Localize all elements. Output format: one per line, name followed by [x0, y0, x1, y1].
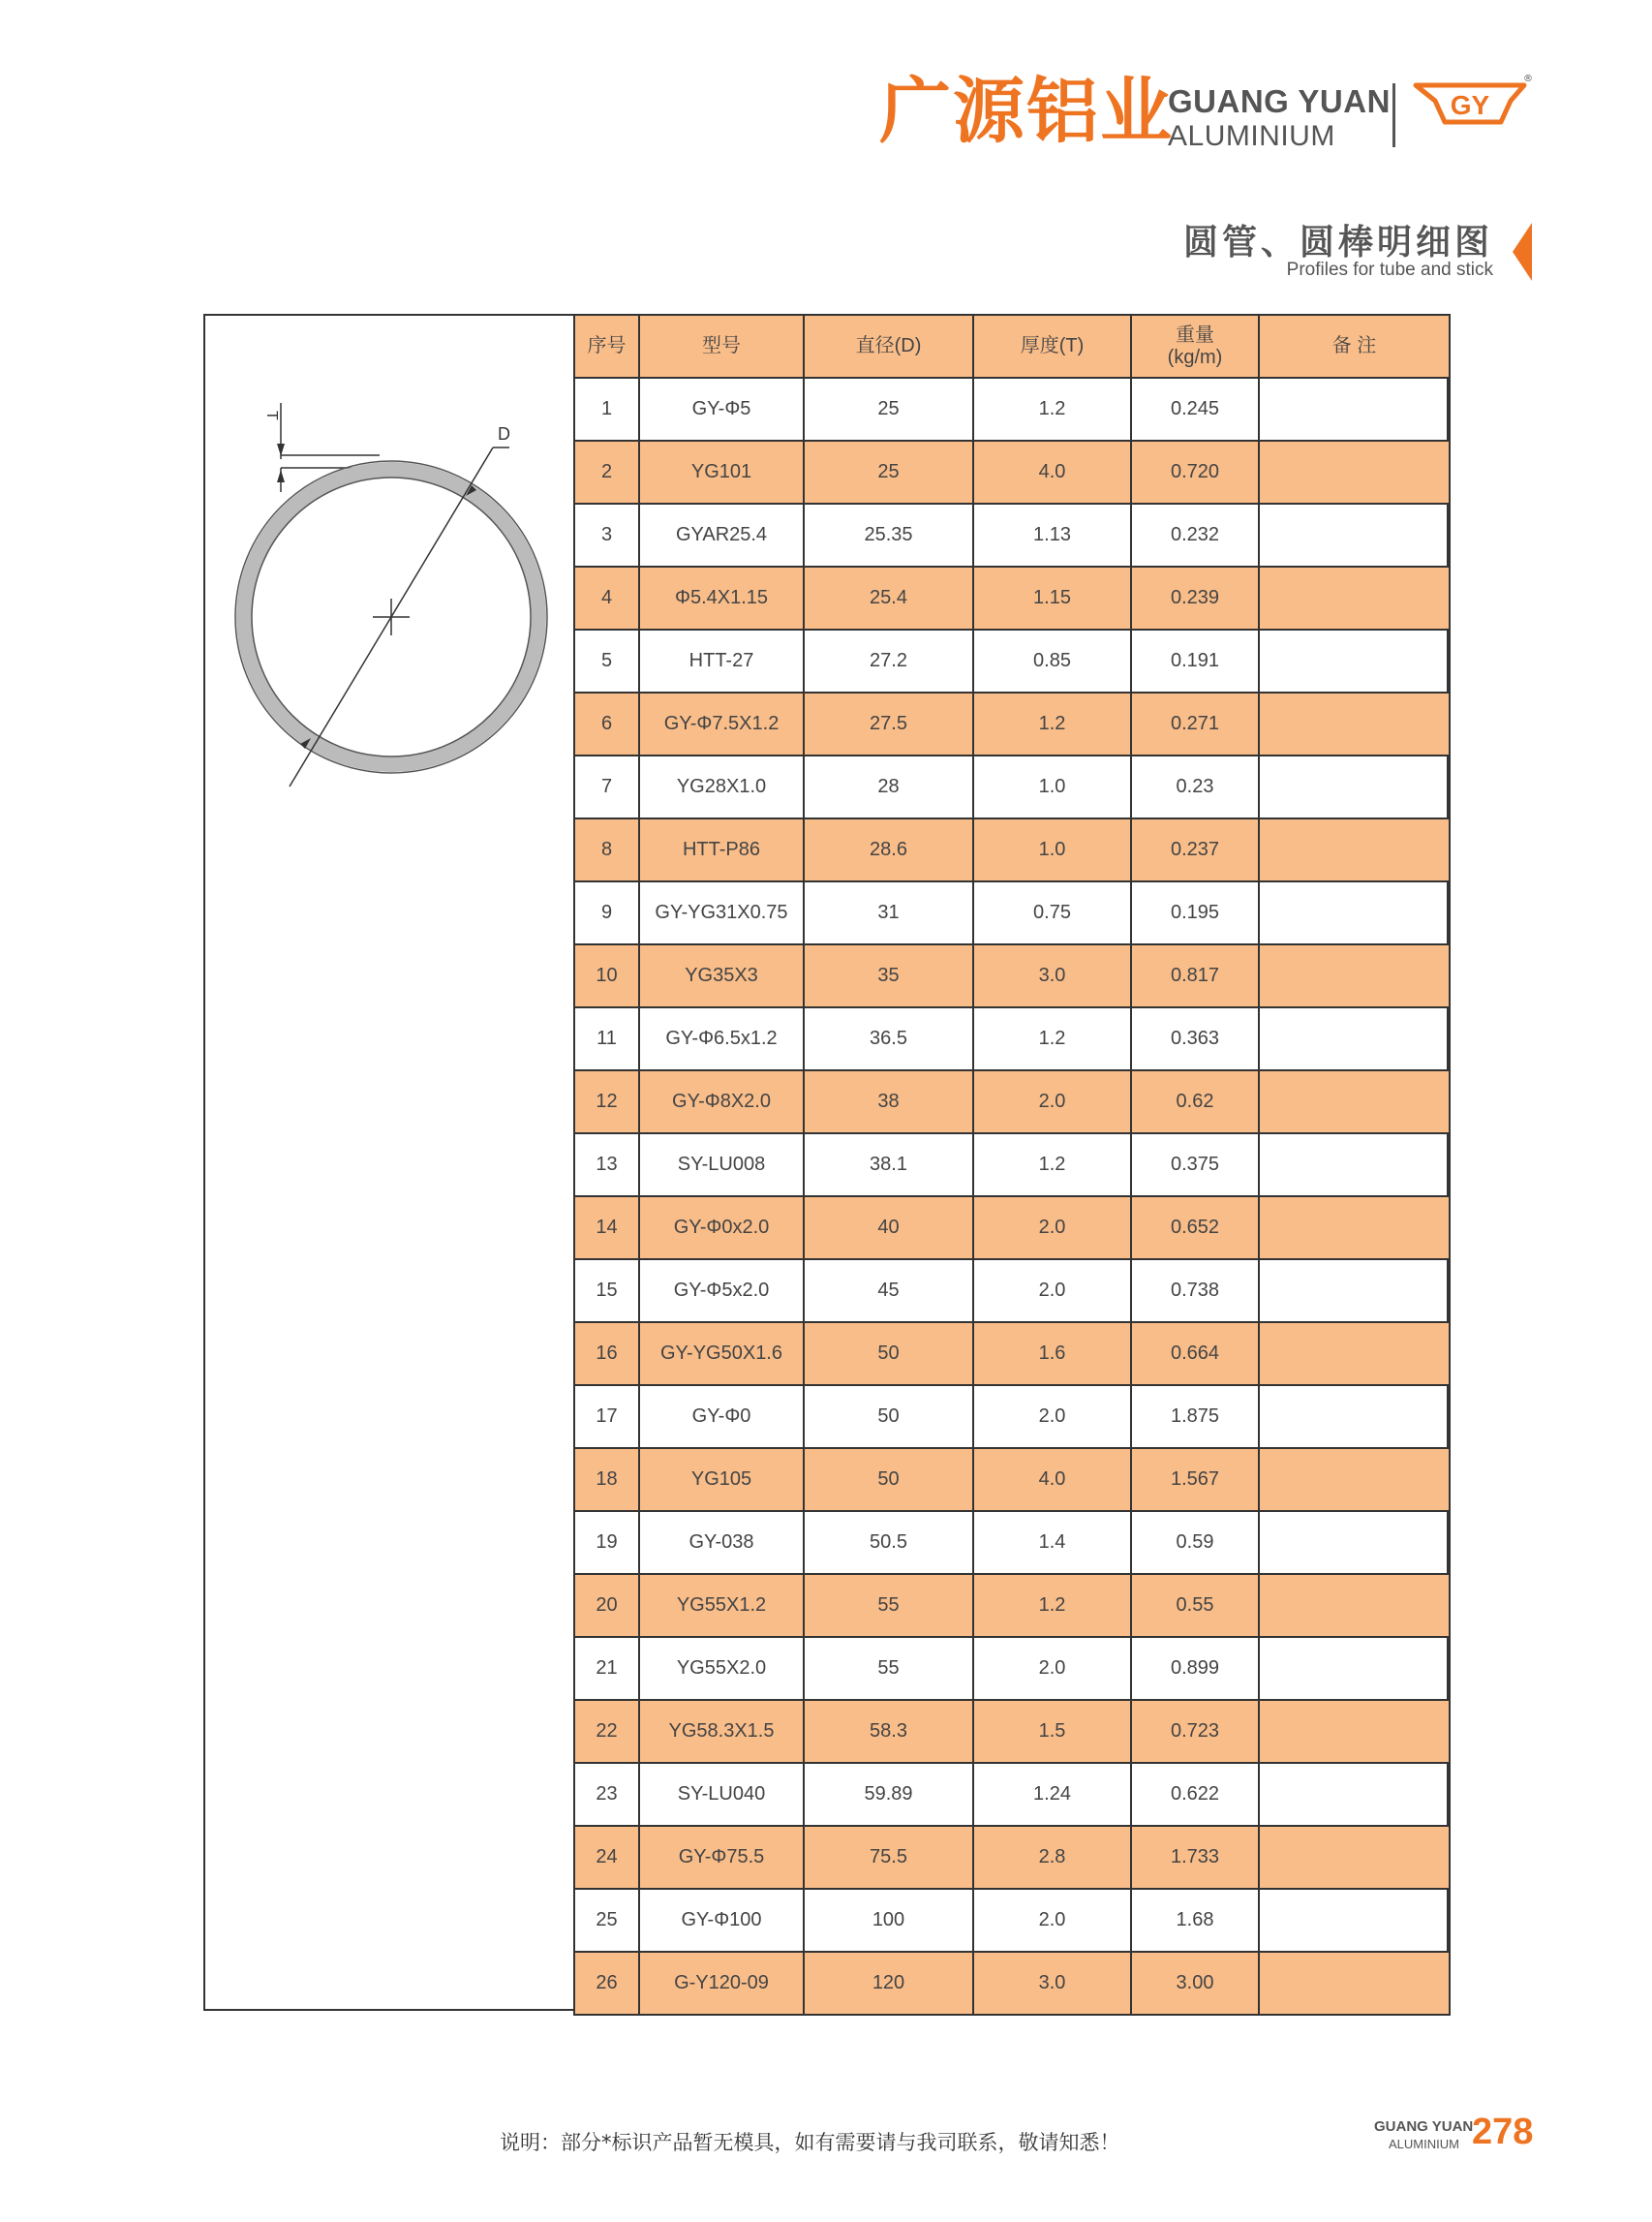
cell-model: GY-Φ5x2.0 — [639, 1259, 804, 1322]
cell-weight: 0.622 — [1131, 1763, 1259, 1826]
cell-remark — [1259, 441, 1450, 504]
cell-thickness: 2.0 — [973, 1070, 1131, 1133]
footer-note: 说明：部分*标识产品暂无模具，如有需要请与我司联系，敬请知悉！ — [500, 2131, 1120, 2154]
cell-remark — [1259, 756, 1450, 818]
cell-index: 5 — [574, 630, 639, 693]
cell-model: YG55X1.2 — [639, 1574, 804, 1637]
table-row — [574, 1385, 1450, 1448]
cell-weight: 0.245 — [1131, 378, 1259, 441]
cell-diameter: 75.5 — [804, 1826, 973, 1889]
cell-thickness: 1.5 — [973, 1700, 1131, 1763]
brand-divider — [1392, 83, 1395, 147]
thickness-label: T — [263, 411, 280, 420]
cell-thickness: 1.2 — [973, 693, 1131, 756]
cell-thickness: 1.15 — [973, 567, 1131, 630]
table-row — [574, 944, 1450, 1007]
cell-remark — [1259, 1511, 1450, 1574]
cell-remark — [1259, 818, 1450, 881]
cell-weight: 0.191 — [1131, 630, 1259, 693]
cell-thickness: 1.2 — [973, 378, 1131, 441]
cell-model: GY-Φ7.5X1.2 — [639, 693, 804, 756]
cell-diameter: 25.35 — [804, 504, 973, 567]
cell-model: GY-Φ6.5x1.2 — [639, 1007, 804, 1070]
cell-weight: 1.875 — [1131, 1385, 1259, 1448]
cell-index: 23 — [574, 1763, 639, 1826]
cell-thickness: 1.24 — [973, 1763, 1131, 1826]
section-subtitle: Profiles for tube and stick — [1286, 260, 1493, 280]
cell-weight: 0.664 — [1131, 1322, 1259, 1385]
cell-remark — [1259, 567, 1450, 630]
header-thickness: 厚度(T) — [973, 315, 1131, 378]
cell-weight: 0.232 — [1131, 504, 1259, 567]
header-model: 型号 — [639, 315, 804, 378]
cell-thickness: 4.0 — [973, 1448, 1131, 1511]
cell-index: 6 — [574, 693, 639, 756]
cell-index: 26 — [574, 1952, 639, 2015]
cell-weight: 0.817 — [1131, 944, 1259, 1007]
cell-diameter: 27.2 — [804, 630, 973, 693]
cell-diameter: 59.89 — [804, 1763, 973, 1826]
cell-model: SY-LU040 — [639, 1763, 804, 1826]
table-row — [574, 1637, 1450, 1700]
cell-remark — [1259, 1007, 1450, 1070]
cell-weight: 0.55 — [1131, 1574, 1259, 1637]
cell-thickness: 1.0 — [973, 818, 1131, 881]
cell-remark — [1259, 1574, 1450, 1637]
table-row — [574, 1196, 1450, 1259]
cell-remark — [1259, 1952, 1450, 2015]
cell-index: 24 — [574, 1826, 639, 1889]
cell-weight: 0.720 — [1131, 441, 1259, 504]
table-row — [574, 1007, 1450, 1070]
cell-thickness: 2.0 — [973, 1196, 1131, 1259]
cell-index: 15 — [574, 1259, 639, 1322]
page-number: 278 — [1472, 2112, 1534, 2152]
cell-diameter: 55 — [804, 1637, 973, 1700]
table-row — [574, 1070, 1450, 1133]
cell-weight: 0.652 — [1131, 1196, 1259, 1259]
cell-diameter: 50 — [804, 1385, 973, 1448]
cell-remark — [1259, 1637, 1450, 1700]
cell-diameter: 38.1 — [804, 1133, 973, 1196]
cell-model: G-Y120-09 — [639, 1952, 804, 2015]
header-weight — [1131, 315, 1259, 378]
cell-diameter: 50.5 — [804, 1511, 973, 1574]
cell-model: GY-YG50X1.6 — [639, 1322, 804, 1385]
cell-diameter: 100 — [804, 1889, 973, 1952]
cell-remark — [1259, 881, 1450, 944]
cell-index: 2 — [574, 441, 639, 504]
brand-name-en-line1: GUANG YUAN — [1168, 83, 1391, 119]
cell-weight: 0.899 — [1131, 1637, 1259, 1700]
cell-thickness: 2.0 — [973, 1385, 1131, 1448]
cell-diameter: 58.3 — [804, 1700, 973, 1763]
cell-model: GYAR25.4 — [639, 504, 804, 567]
cell-diameter: 120 — [804, 1952, 973, 2015]
table-row — [574, 1448, 1450, 1511]
table-row — [574, 1133, 1450, 1196]
cell-remark — [1259, 504, 1450, 567]
cell-diameter: 35 — [804, 944, 973, 1007]
cell-weight: 1.733 — [1131, 1826, 1259, 1889]
cell-model: SY-LU008 — [639, 1133, 804, 1196]
cell-weight: 0.723 — [1131, 1700, 1259, 1763]
cell-remark — [1259, 1259, 1450, 1322]
cell-remark — [1259, 1385, 1450, 1448]
cell-weight: 0.239 — [1131, 567, 1259, 630]
cell-diameter: 28 — [804, 756, 973, 818]
table-row — [574, 1763, 1450, 1826]
cell-weight: 1.68 — [1131, 1889, 1259, 1952]
cell-thickness: 2.0 — [973, 1259, 1131, 1322]
cell-diameter: 45 — [804, 1259, 973, 1322]
cell-thickness: 0.85 — [973, 630, 1131, 693]
table-row — [574, 1511, 1450, 1574]
cell-index: 9 — [574, 881, 639, 944]
cell-diameter: 55 — [804, 1574, 973, 1637]
section-marker-icon — [1511, 221, 1534, 283]
cell-weight: 3.00 — [1131, 1952, 1259, 2015]
footer-brand-line2: ALUMINIUM — [1389, 2137, 1459, 2151]
cell-thickness: 1.13 — [973, 504, 1131, 567]
cell-index: 7 — [574, 756, 639, 818]
cell-remark — [1259, 630, 1450, 693]
cell-remark — [1259, 1133, 1450, 1196]
cell-index: 14 — [574, 1196, 639, 1259]
cell-index: 19 — [574, 1511, 639, 1574]
cell-thickness: 2.0 — [973, 1637, 1131, 1700]
cell-model: GY-038 — [639, 1511, 804, 1574]
cell-weight: 0.23 — [1131, 756, 1259, 818]
cell-diameter: 40 — [804, 1196, 973, 1259]
table-row — [574, 693, 1450, 756]
cell-remark — [1259, 1322, 1450, 1385]
cell-thickness: 2.0 — [973, 1889, 1131, 1952]
cell-thickness: 2.8 — [973, 1826, 1131, 1889]
diameter-label: D — [498, 424, 510, 444]
header-index: 序号 — [574, 315, 639, 378]
table-row — [574, 504, 1450, 567]
cell-index: 18 — [574, 1448, 639, 1511]
cell-model: HTT-27 — [639, 630, 804, 693]
cell-remark — [1259, 378, 1450, 441]
cell-index: 21 — [574, 1637, 639, 1700]
cell-remark — [1259, 1826, 1450, 1889]
cell-diameter: 28.6 — [804, 818, 973, 881]
table-row — [574, 881, 1450, 944]
cell-thickness: 3.0 — [973, 944, 1131, 1007]
cell-thickness: 0.75 — [973, 881, 1131, 944]
cell-thickness: 1.0 — [973, 756, 1131, 818]
cell-model: YG58.3X1.5 — [639, 1700, 804, 1763]
cell-index: 17 — [574, 1385, 639, 1448]
cell-index: 16 — [574, 1322, 639, 1385]
cell-thickness: 1.2 — [973, 1133, 1131, 1196]
cell-diameter: 50 — [804, 1448, 973, 1511]
cell-remark — [1259, 1763, 1450, 1826]
table-row — [574, 1574, 1450, 1637]
cell-remark — [1259, 1070, 1450, 1133]
cell-model: HTT-P86 — [639, 818, 804, 881]
cell-index: 8 — [574, 818, 639, 881]
cell-diameter: 25 — [804, 441, 973, 504]
cell-model: GY-Φ0 — [639, 1385, 804, 1448]
table-row — [574, 1826, 1450, 1889]
cell-model: YG105 — [639, 1448, 804, 1511]
cell-model: YG35X3 — [639, 944, 804, 1007]
cell-remark — [1259, 1196, 1450, 1259]
cell-index: 22 — [574, 1700, 639, 1763]
cell-weight: 0.59 — [1131, 1511, 1259, 1574]
cell-remark — [1259, 944, 1450, 1007]
cell-model: YG101 — [639, 441, 804, 504]
table-row — [574, 441, 1450, 504]
header-weight-unit: (kg/m) — [1167, 346, 1223, 368]
tube-cross-section-drawing — [205, 316, 573, 800]
brand-name-cn: 广源铝业 — [879, 70, 1174, 153]
table-row — [574, 1259, 1450, 1322]
cell-model: GY-Φ0x2.0 — [639, 1196, 804, 1259]
cell-thickness: 1.4 — [973, 1511, 1131, 1574]
table-row — [574, 1700, 1450, 1763]
spec-table — [573, 314, 1451, 2016]
cell-weight: 0.237 — [1131, 818, 1259, 881]
registered-mark: ® — [1523, 74, 1533, 84]
cell-thickness: 1.2 — [973, 1007, 1131, 1070]
cell-weight: 0.738 — [1131, 1259, 1259, 1322]
table-row — [574, 630, 1450, 693]
cell-remark — [1259, 1448, 1450, 1511]
cell-thickness: 1.2 — [973, 1574, 1131, 1637]
cell-weight: 0.195 — [1131, 881, 1259, 944]
cell-index: 1 — [574, 378, 639, 441]
cell-thickness: 1.6 — [973, 1322, 1131, 1385]
cell-remark — [1259, 1700, 1450, 1763]
cell-index: 25 — [574, 1889, 639, 1952]
cell-weight: 0.375 — [1131, 1133, 1259, 1196]
cell-thickness: 4.0 — [973, 441, 1131, 504]
cell-remark — [1259, 693, 1450, 756]
header-weight-label: 重量 — [1176, 324, 1214, 346]
cell-diameter: 25.4 — [804, 567, 973, 630]
cell-diameter: 31 — [804, 881, 973, 944]
cell-thickness: 3.0 — [973, 1952, 1131, 2015]
cell-index: 20 — [574, 1574, 639, 1637]
cell-index: 12 — [574, 1070, 639, 1133]
cell-index: 3 — [574, 504, 639, 567]
table-header-row — [574, 315, 1450, 378]
cell-model: GY-YG31X0.75 — [639, 881, 804, 944]
cell-weight: 0.271 — [1131, 693, 1259, 756]
cell-diameter: 50 — [804, 1322, 973, 1385]
table-row — [574, 1889, 1450, 1952]
cell-diameter: 38 — [804, 1070, 973, 1133]
table-row — [574, 756, 1450, 818]
cell-index: 13 — [574, 1133, 639, 1196]
cell-model: Φ5.4X1.15 — [639, 567, 804, 630]
cell-index: 4 — [574, 567, 639, 630]
brand-logo-text: GY — [1450, 90, 1490, 120]
table-row — [574, 1322, 1450, 1385]
header-diameter: 直径(D) — [804, 315, 973, 378]
cell-model: GY-Φ5 — [639, 378, 804, 441]
header-remark: 备 注 — [1259, 315, 1450, 378]
cell-model: GY-Φ100 — [639, 1889, 804, 1952]
table-row — [574, 1952, 1450, 2015]
cell-diameter: 25 — [804, 378, 973, 441]
footer-brand-line1: GUANG YUAN — [1374, 2118, 1474, 2135]
brand-logo-icon — [1410, 72, 1536, 139]
cell-weight: 0.363 — [1131, 1007, 1259, 1070]
cell-remark — [1259, 1889, 1450, 1952]
cell-model: GY-Φ8X2.0 — [639, 1070, 804, 1133]
cell-model: YG55X2.0 — [639, 1637, 804, 1700]
cell-model: YG28X1.0 — [639, 756, 804, 818]
brand-name-en-line2: ALUMINIUM — [1168, 120, 1335, 152]
section-title: 圆管、圆棒明细图 — [1182, 223, 1493, 262]
cell-index: 11 — [574, 1007, 639, 1070]
cell-index: 10 — [574, 944, 639, 1007]
table-row — [574, 567, 1450, 630]
cell-model: GY-Φ75.5 — [639, 1826, 804, 1889]
table-row — [574, 378, 1450, 441]
cell-diameter: 27.5 — [804, 693, 973, 756]
cell-weight: 1.567 — [1131, 1448, 1259, 1511]
table-row — [574, 818, 1450, 881]
cell-weight: 0.62 — [1131, 1070, 1259, 1133]
cell-diameter: 36.5 — [804, 1007, 973, 1070]
